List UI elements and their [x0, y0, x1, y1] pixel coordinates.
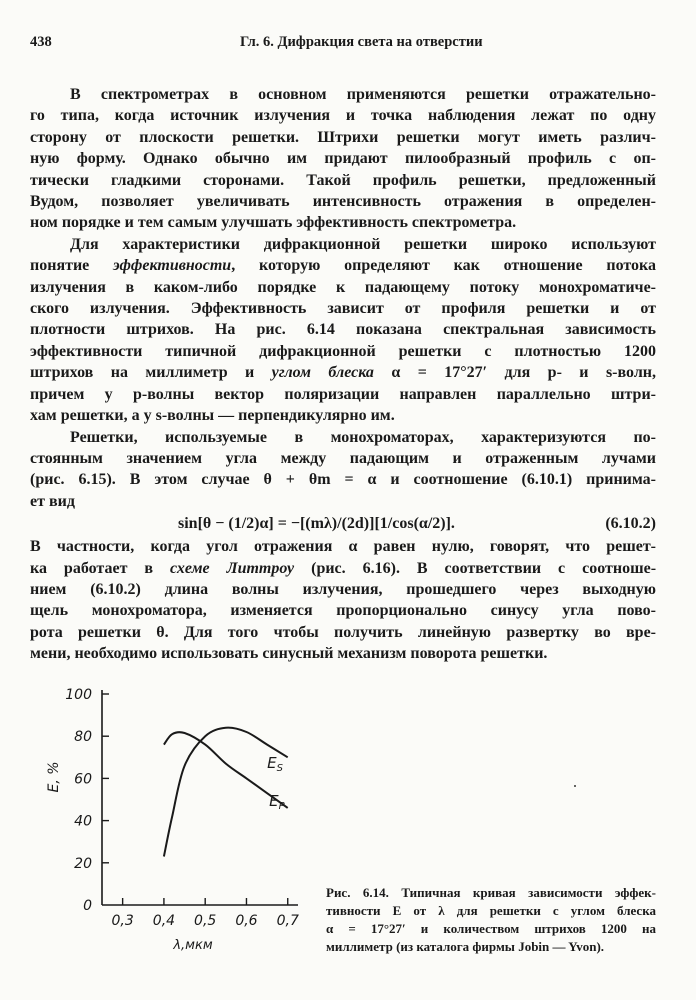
text-line: [30, 362, 656, 383]
y-tick-label: 60: [74, 771, 92, 788]
text-line: эффективности типичной дифракционной решетки с плотностью 1200: [30, 342, 656, 360]
y-tick-label: 80: [74, 729, 92, 746]
equation-6-10-2: [30, 512, 656, 536]
equation-body: sin[θ − (1/2)α] = −[(mλ)/(2d)][1/cos(α/2)].: [178, 515, 455, 533]
series-label-es: [267, 754, 283, 774]
y-tick-label: 40: [74, 813, 92, 830]
term-littrow-scheme: схеме Литтроу: [169, 559, 295, 577]
y-tick-label: 100: [65, 687, 92, 703]
text-line: ского излучения. Эффективность зависит от профиля решетки и от: [30, 300, 656, 318]
equation-number: (6.10.2): [605, 515, 656, 533]
x-tick-label: 0,4: [152, 913, 176, 929]
efficiency-chart: [44, 682, 304, 962]
text-line: В спектрометрах в основном применяются решетки отражательно-: [70, 86, 656, 103]
running-title: Гл. 6. Дифракция света на отверстии: [240, 34, 483, 50]
text-line: Решетки, используемые в монохроматорах, характеризуются по-: [70, 428, 656, 446]
y-tick-label: 20: [74, 855, 92, 872]
text-line: стоянным значением угла между падающим и отраженным лучами: [30, 449, 656, 467]
text-line: тически гладкими сторонами. Такой профиль решетки, предложенный: [30, 171, 656, 189]
text-run: штрихов на миллиметр и: [30, 364, 272, 382]
text-line: го типа, когда источник излучения и точка наблюдения лежат по одну: [30, 107, 656, 125]
x-axis-label: λ,мкм: [173, 938, 213, 953]
paragraph-1: [30, 84, 656, 234]
page-header: [30, 34, 666, 54]
text-run: α = 17°27′ для p- и s-волн,: [373, 364, 657, 382]
text-line: ную форму. Однако обычно им придают пилообразный профиль с оп-: [30, 150, 656, 168]
text-line: ет вид: [30, 492, 75, 510]
series-label-sub: P: [278, 800, 285, 812]
text-line: ном порядке и тем самым улучшать эффективность спектрометра.: [30, 214, 517, 232]
text-line: нием (6.10.2) длина волны излучения, прошедшего через выходную: [30, 580, 656, 598]
text-line: хам решетки, а у s-волны — перпендикулярно им.: [30, 407, 395, 425]
text-line: плотности штрихов. На рис. 6.14 показана спектральная зависимость: [30, 321, 656, 339]
caption-line: Рис. 6.14. Типичная кривая зависимости эффек-: [326, 885, 656, 900]
term-blaze-angle: углом блеска: [271, 364, 374, 382]
text-line: [30, 255, 656, 276]
figure-6-14: [44, 682, 304, 962]
text-run: ка работает в: [30, 559, 170, 577]
paragraph-3: [30, 427, 656, 513]
text-line: сторону от плоскости решетки. Штрихи решетки могут иметь различ-: [30, 128, 656, 146]
text-line: (рис. 6.15). В этом случае θ + θm = α и соотношение (6.10.1) принима-: [30, 471, 656, 489]
text-line: мени, необходимо использовать синусный механизм поворота решетки.: [30, 645, 548, 663]
text-line: Вудом, позволяет увеличивать интенсивность отражения в определен-: [30, 193, 656, 211]
x-tick-label: 0,7: [276, 913, 299, 929]
y-axis-label: E, %: [46, 761, 62, 793]
text-line: Для характеристики дифракционной решетки широко используют: [70, 235, 656, 253]
text-line: [30, 558, 656, 579]
page-number: 438: [30, 34, 52, 50]
text-line: причем у p-волны вектор поляризации направлен параллельно штри-: [30, 385, 656, 403]
term-effectiveness: эффективности: [113, 257, 232, 275]
text-line: В частности, когда угол отражения α равен нулю, говорят, что решет-: [30, 538, 656, 556]
y-tick-label: 0: [83, 898, 92, 914]
paragraph-2: [30, 234, 656, 427]
paragraph-4: [30, 536, 656, 664]
text-run: (рис. 6.16). В соответствии с соотноше-: [294, 559, 657, 577]
series-label-main: E: [267, 753, 277, 772]
print-speck: [574, 785, 576, 787]
series-label-sub: S: [276, 762, 283, 774]
x-tick-label: 0,5: [194, 913, 217, 929]
caption-line: α = 17°27′ и количеством штрихов 1200 на: [326, 921, 656, 936]
x-tick-label: 0,6: [235, 913, 258, 929]
x-tick-label: 0,3: [111, 913, 134, 929]
text-line: рота решетки θ. Для того чтобы получить линейную развертку во вре-: [30, 623, 656, 641]
caption-line: миллиметр (из каталога фирмы Jobin — Yvon).: [326, 939, 605, 954]
text-line: излучения в каком-либо порядке к падающему потоку монохроматиче-: [30, 278, 656, 296]
text-run: , которую определяют как отношение потока: [231, 257, 656, 275]
text-line: щель монохроматора, изменяется пропорционально синусу угла пово-: [30, 602, 656, 620]
series-label-main: E: [269, 791, 279, 810]
series-label-ep: [269, 792, 285, 812]
text-run: понятие: [30, 257, 114, 275]
figure-caption: [326, 884, 656, 956]
caption-line: тивности E от λ для решетки с углом блеска: [326, 903, 656, 918]
body-text: [30, 84, 656, 665]
